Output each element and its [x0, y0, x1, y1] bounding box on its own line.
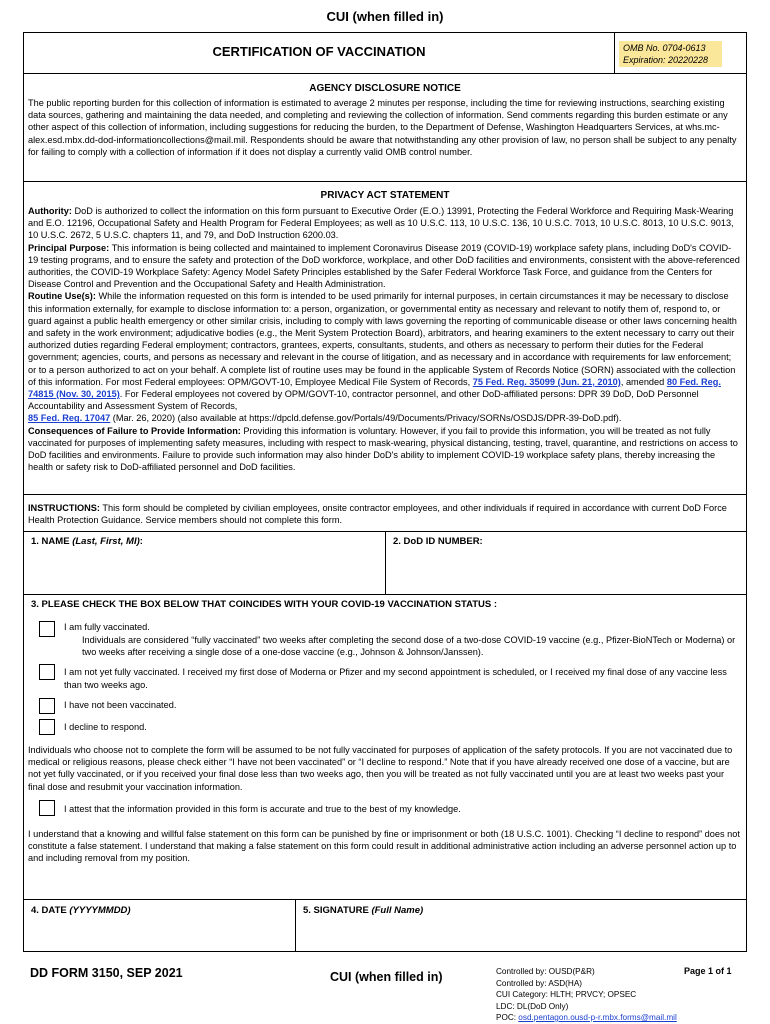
false-statement-warning: I understand that a knowing and willful false statement on this form can be punished by fine or imprisonment or both (18 U.S.C. 1001). Checking “I decline to respond” does not constitute a false statement. I understand that making a false statement on this form could result in additional administrative action including an adverse personnel action up to and including removal from my position.	[28, 829, 740, 864]
name-input[interactable]	[28, 551, 380, 593]
not-vaccinated-checkbox[interactable]	[39, 698, 55, 714]
not-fully-vaccinated-checkbox[interactable]	[39, 664, 55, 680]
authority-label: Authority:	[28, 206, 72, 216]
purpose-text: This information is being collected and maintained to implement Coronavirus Disease 2019 (COVID-19) workplace safety plans, including DoD's COVID-19 testing programs, and to ensure the safety and protection of the DoD workforce, workplace, and other DoD facilities and environments, consistent with the above-referenced authorities, the COVID-19 Workplace Safety: Agency Model Safety Principles established by the Safer Federal Workforce Task Force, and guidance from the Centers for Disease Control and Prevention and the Occupational Safety and Health Administration.	[28, 242, 740, 290]
privacy-body	[28, 205, 740, 473]
signature-hint: (Full Name)	[371, 905, 424, 916]
controlled-by-2: Controlled by: ASD(HA)	[496, 978, 583, 988]
agency-notice-body: The public reporting burden for this collection of information is estimated to average 2 minutes per response, including the time for reviewing instructions, searching existing data sources, gathering and maintaining the data needed, and completing and reviewing the collection of information. Send comments regarding this burden estimate or any other aspect of this collection of information, including suggestions for reducing the burden, to the Department of Defense, Washington Headquarters Services, at whs.mc-alex.esd.mbx.dd-dod-informationcollections@mail.mil. Respondents should be aware that notwithstanding any other provision of law, no person shall be subject to any penalty for failing to comply with a collection of information if it does not display a currently valid OMB control number.	[28, 98, 737, 157]
instructions-label: INSTRUCTIONS:	[28, 503, 100, 513]
omb-expiration: Expiration: 20220228	[623, 55, 709, 65]
routine-label: Routine Use(s):	[28, 291, 96, 302]
fully-vaccinated-detail: Individuals are considered “fully vaccinated” two weeks after completing the second dose of a two-dose COVID-19 vaccine (e.g., Pfizer-BioNTech or Moderna) or two weeks after receiving a single dose of a one-dose vaccine (e.g., Johnson & Johnson/Janssen).	[82, 634, 736, 657]
agency-notice-heading: AGENCY DISCLOSURE NOTICE	[309, 83, 461, 94]
fed-reg-link-35099[interactable]: 75 Fed. Reg. 35099 (Jun. 21, 2010)	[472, 376, 621, 387]
decline-label: I decline to respond.	[64, 722, 147, 732]
consequence-text: Providing this information is voluntary. However, if you fail to provide this information, you will be treated as not fully vaccinated for purposes of implementing safety measures, including with respect to mask-wearing, physical distancing, testing, travel, quarantine, and restrictions on access to DoD facilities and environments. Failure to provide such information may also hinder DoD's ability to implement COVID-19 workplace safety plans, thereby increasing the health or safety risk to DoD-affiliated personnel and DoD facilities.	[28, 425, 738, 473]
attest-checkbox[interactable]	[39, 800, 55, 816]
instructions	[28, 502, 740, 526]
dodid-input[interactable]	[389, 551, 743, 593]
status-note: Individuals who choose not to complete the form will be assumed to be not fully vaccinated for purposes of application of the safety protocols. If you are not vaccinated due to medical or religious reasons, please check either “I have not been vaccinated” or “I decline to respond.” Note that if you have already received one dose of a vaccine, but are not yet fully vaccinated, or if you received your final dose less than two weeks ago, then you will be treated as not fully vaccinated until you are at least two weeks past your final dose and resubmit your vaccination information.	[28, 745, 733, 792]
routine-text-2: , amended	[620, 376, 667, 387]
decline-checkbox[interactable]	[39, 719, 55, 735]
omb-number: OMB No. 0704-0613	[623, 43, 706, 53]
routine-text-4: (Mar. 26, 2020) (also available at https://dpcld.defense.gov/Portals/49/Documents/Privacy/SORNs/OSDJS/DPR-39-DoD.pdf).	[110, 413, 622, 424]
name-label: 1. NAME (Last, First, MI):	[31, 536, 143, 547]
not-vaccinated-label: I have not been vaccinated.	[64, 700, 177, 710]
purpose-label: Principal Purpose:	[28, 242, 110, 253]
date-label: 4. DATE (YYYYMMDD)	[31, 905, 131, 916]
cui-category: CUI Category: HLTH; PRVCY; OPSEC	[496, 990, 637, 999]
control-block	[496, 966, 677, 1024]
attest-label: I attest that the information provided in this form is accurate and true to the best of my knowledge.	[64, 804, 461, 814]
poc-email-link[interactable]: osd.pentagon.ousd-p-r.mbx.forms@mail.mil	[518, 1013, 677, 1022]
fed-reg-link-74815[interactable]: 80 Fed. Reg. 74815 (Nov. 30, 2015)	[28, 376, 721, 400]
authority-text: DoD is authorized to collect the information on this form pursuant to Executive Order (E.O.) 13991, Protecting the Federal Workforce and Requiring Mask-Wearing and E.O. 12196, Occupational Safety and Health Program for Federal Employees; as well as 10 U.S.C. 113, 10 U.S.C. 136, 10 U.S.C. 7013, 10 U.S.C. 8013, 10 U.S.C. 9013, 10 U.S.C. 2672, 5 U.S.C. chapters 11, and 79, and DoD Instruction 6200.03.	[28, 206, 734, 241]
instructions-text: This form should be completed by civilian employees, onsite contractor employees, and other individuals if required in accordance with current DoD Force Health Protection Guidance. Service members should not complete this form.	[28, 503, 727, 526]
fed-reg-link-17047[interactable]: 85 Fed. Reg. 17047	[28, 413, 111, 424]
status-heading: 3. PLEASE CHECK THE BOX BELOW THAT COINCIDES WITH YOUR COVID-19 VACCINATION STATUS :	[31, 599, 498, 610]
fully-vaccinated-checkbox[interactable]	[39, 621, 55, 637]
form-number: DD FORM 3150, SEP 2021	[30, 966, 183, 980]
page-number: Page 1 of 1	[684, 966, 732, 976]
privacy-heading: PRIVACY ACT STATEMENT	[320, 190, 450, 201]
omb-box	[619, 41, 722, 67]
not-fully-vaccinated-label: I am not yet fully vaccinated. I received my first dose of Moderna or Pfizer and my second appointment is scheduled, or I received my final dose of any vaccine less than two weeks ago.	[64, 667, 727, 690]
date-hint: (YYYYMMDD)	[69, 905, 131, 916]
consequence-label: Consequences of Failure to Provide Information:	[28, 425, 241, 436]
fully-vaccinated-option	[64, 621, 739, 659]
cui-header: CUI (when filled in)	[326, 9, 444, 24]
routine-text-1: While the information requested on this form is intended to be used primarily for internal purposes, in certain circumstances it may be necessary to disclose this information externally, for example to disclose information to: a person, organization, or governmental entity as necessary and relevant to notify them of, respond to, or guard against a public health emergency or other similar crisis, including to comply with laws governing the reporting of communicable disease or other laws concerning health and safety in the work environment; adjudicative bodies (e.g., the Merit System Protection Board), arbitrators, and hearing examiners to the extent necessary to carry out their authorized duties regarding Federal employment; contractors, grantees, experts, consultants, students, and others as necessary to perform their duties for the Federal government; agencies, courts, and persons as necessary and relevant in the course of litigation, and as necessary and in accordance with requirements for law enforcement; or to a person authorized to act on your behalf. A complete list of routine uses may be found in the applicable System of Records Notice (SORN) associated with the collection of this information. For most Federal employees: OPM/GOVT-10, Employee Medical File System of Records,	[28, 291, 737, 387]
poc: POC: osd.pentagon.ousd-p-r.mbx.forms@mail.mil	[496, 1013, 677, 1022]
name-hint: (Last, First, MI)	[72, 536, 140, 547]
dodid-label: 2. DoD ID NUMBER:	[393, 536, 483, 547]
ldc: LDC: DL(DoD Only)	[496, 1001, 569, 1011]
form-title: CERTIFICATION OF VACCINATION	[212, 44, 426, 59]
controlled-by-1: Controlled by: OUSD(P&R)	[496, 967, 595, 976]
signature-label: 5. SIGNATURE (Full Name)	[303, 905, 424, 916]
form-frame	[23, 32, 747, 952]
fully-vaccinated-label: I am fully vaccinated.	[64, 622, 150, 632]
signature-input[interactable]	[299, 919, 743, 949]
routine-text-3: . For Federal employees not covered by OPM/GOVT-10, contractor personnel, and other DoD-affiliated persons: DPR 39 DoD, DoD Personnel Accountability and Assessment System of Records,	[28, 389, 699, 412]
cui-footer: CUI (when filled in)	[330, 970, 443, 984]
date-input[interactable]	[28, 919, 290, 949]
